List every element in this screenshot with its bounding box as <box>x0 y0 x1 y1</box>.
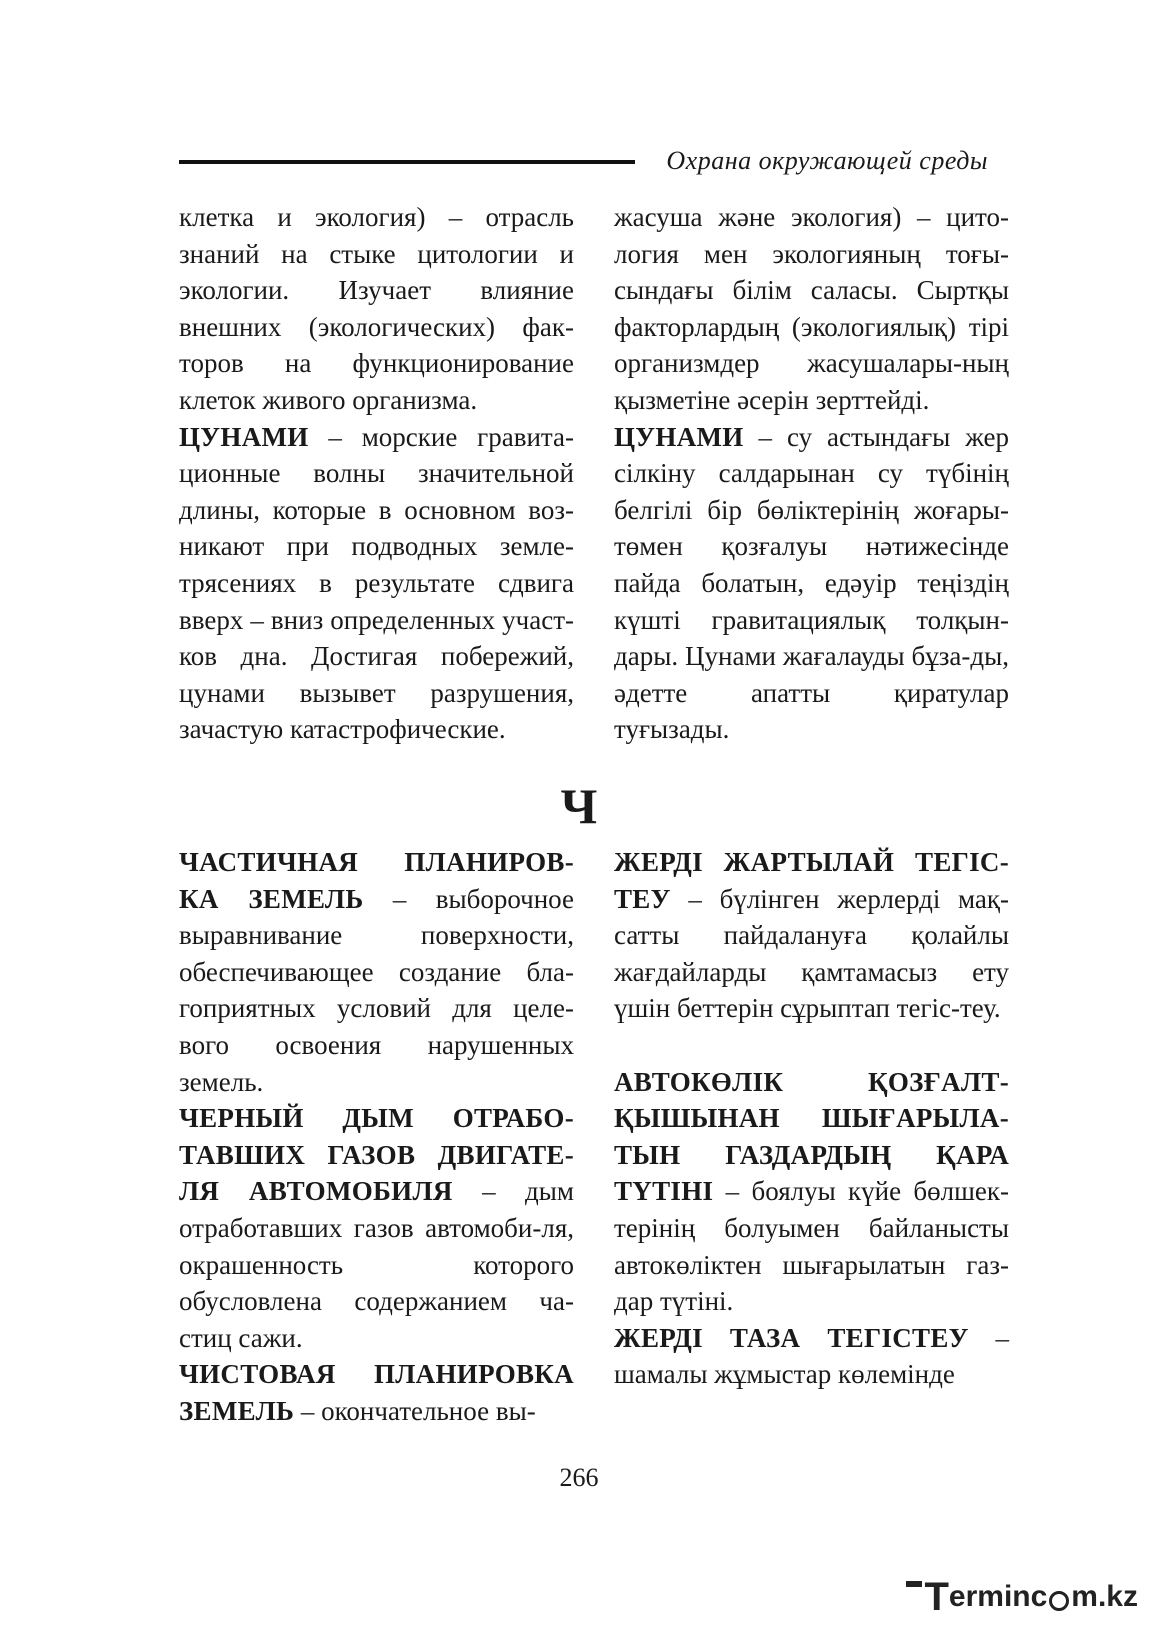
entry-term: ЦУНАМИ <box>614 421 744 452</box>
entry-black-smoke-kz <box>614 1064 1009 1320</box>
bottom-right-column <box>614 844 1009 1393</box>
entry-continuation <box>614 199 1009 419</box>
entry-final-planning <box>179 1356 574 1429</box>
site-watermark-logo <box>924 1575 1138 1619</box>
entry-term: ЦУНАМИ <box>179 421 309 452</box>
entry-term: ЖЕРДІ ЖАРТЫЛАЙ ТЕГІС-ТЕУ <box>614 847 1009 914</box>
entry-text: – шамалы жұмыстар көлемінде <box>614 1322 1010 1390</box>
entry-term: ЧАСТИЧНАЯ ПЛАНИРОВ-КА ЗЕМЕЛЬ <box>179 847 574 914</box>
entry-text: – бүлінген жерлерді мақ-сатты пайдалануға қолайлы жағдайларды қамтамасыз ету үшін беттерін сұрыптап тегіс-теу. <box>614 883 1009 1024</box>
entry-tsunami-ru <box>179 419 574 748</box>
entry-text: – морские гравита-ционные волны значительной длины, которые в основном воз-никают при подводных земле-трясениях в результате сдвига вверх – вниз определенных участ-ков дна. Достигая побережий, цунами вызывет разрушения, зачастую катастрофические. <box>179 421 574 745</box>
entry-text: – окончательное вы- <box>294 1395 536 1426</box>
header-rule <box>179 160 635 164</box>
entry-continuation <box>179 199 574 419</box>
magnifier-icon <box>1049 1591 1069 1611</box>
entry-tsunami-kz <box>614 419 1009 748</box>
entry-text: – су астындағы жер сілкіну салдарынан су түбінің белгілі бір бөліктерінің жоғары-төмен қозғалуы нәтижесінде пайда болатын, едәуір теңіздің күшті гравитациялық толқын-дары. Цунами жағалауды бұза-ды, әдетте апатты қиратулар туғызады. <box>614 421 1009 745</box>
watermark-text-b: m.kz <box>1071 1580 1138 1613</box>
watermark-t: T <box>924 1574 949 1619</box>
entry-text: клетка и экология) – отрасль знаний на стыке цитологии и экологии. Изучает влияние внешних (экологических) фак-торов на функционирование клеток живого организма. <box>179 202 574 415</box>
entry-spacer <box>614 1027 1009 1064</box>
entry-text: – боялуы күйе бөлшек-терінің болуымен байланысты автокөліктен шығарылатын газ-дар түтіні. <box>614 1176 1009 1317</box>
section-letter: Ч <box>560 778 598 834</box>
page-number: 266 <box>559 1463 599 1492</box>
entry-term: ЧИСТОВАЯ ПЛАНИРОВКА ЗЕМЕЛЬ <box>179 1359 574 1426</box>
entry-partial-planning <box>179 844 574 1100</box>
entry-term: ЖЕРДІ ТАЗА ТЕГІСТЕУ <box>614 1322 969 1353</box>
watermark-text-a: erminc <box>948 1580 1048 1613</box>
top-left-column <box>179 199 574 748</box>
entry-term: ЧЕРНЫЙ ДЫМ ОТРАБО-ТАВШИХ ГАЗОВ ДВИГАТЕ-ЛЯ АВТОМОБИЛЯ <box>179 1103 574 1207</box>
running-header: Охрана окружающей среды <box>666 146 988 175</box>
entry-term: АВТОКӨЛІК ҚОЗҒАЛТ-ҚЫШЫНАН ШЫҒАРЫЛА-ТЫН ГАЗДАРДЫҢ ҚАРА ТҮТІНІ <box>614 1066 1009 1207</box>
entry-final-planning-kz <box>614 1320 1009 1393</box>
entry-text: – выборочное выравнивание поверхности, обеспечивающее создание бла-гоприятных условий для целе-вого освоения нарушенных земель. <box>179 883 574 1097</box>
entry-partial-planning-kz <box>614 844 1009 1027</box>
entry-text: – дым отработавших газов автомоби-ля, окрашенность которого обусловлена содержанием ча-стиц сажи. <box>179 1176 575 1353</box>
entry-black-smoke <box>179 1100 574 1356</box>
bottom-left-column <box>179 844 574 1430</box>
top-right-column <box>614 199 1009 748</box>
entry-text: жасуша және экология) – цито-логия мен экологияның тоғы-сындағы білім саласы. Сыртқы факторлардың (экологиялық) тірі организмдер жасушалары-ның қызметіне әсерін зерттейді. <box>614 202 1009 415</box>
